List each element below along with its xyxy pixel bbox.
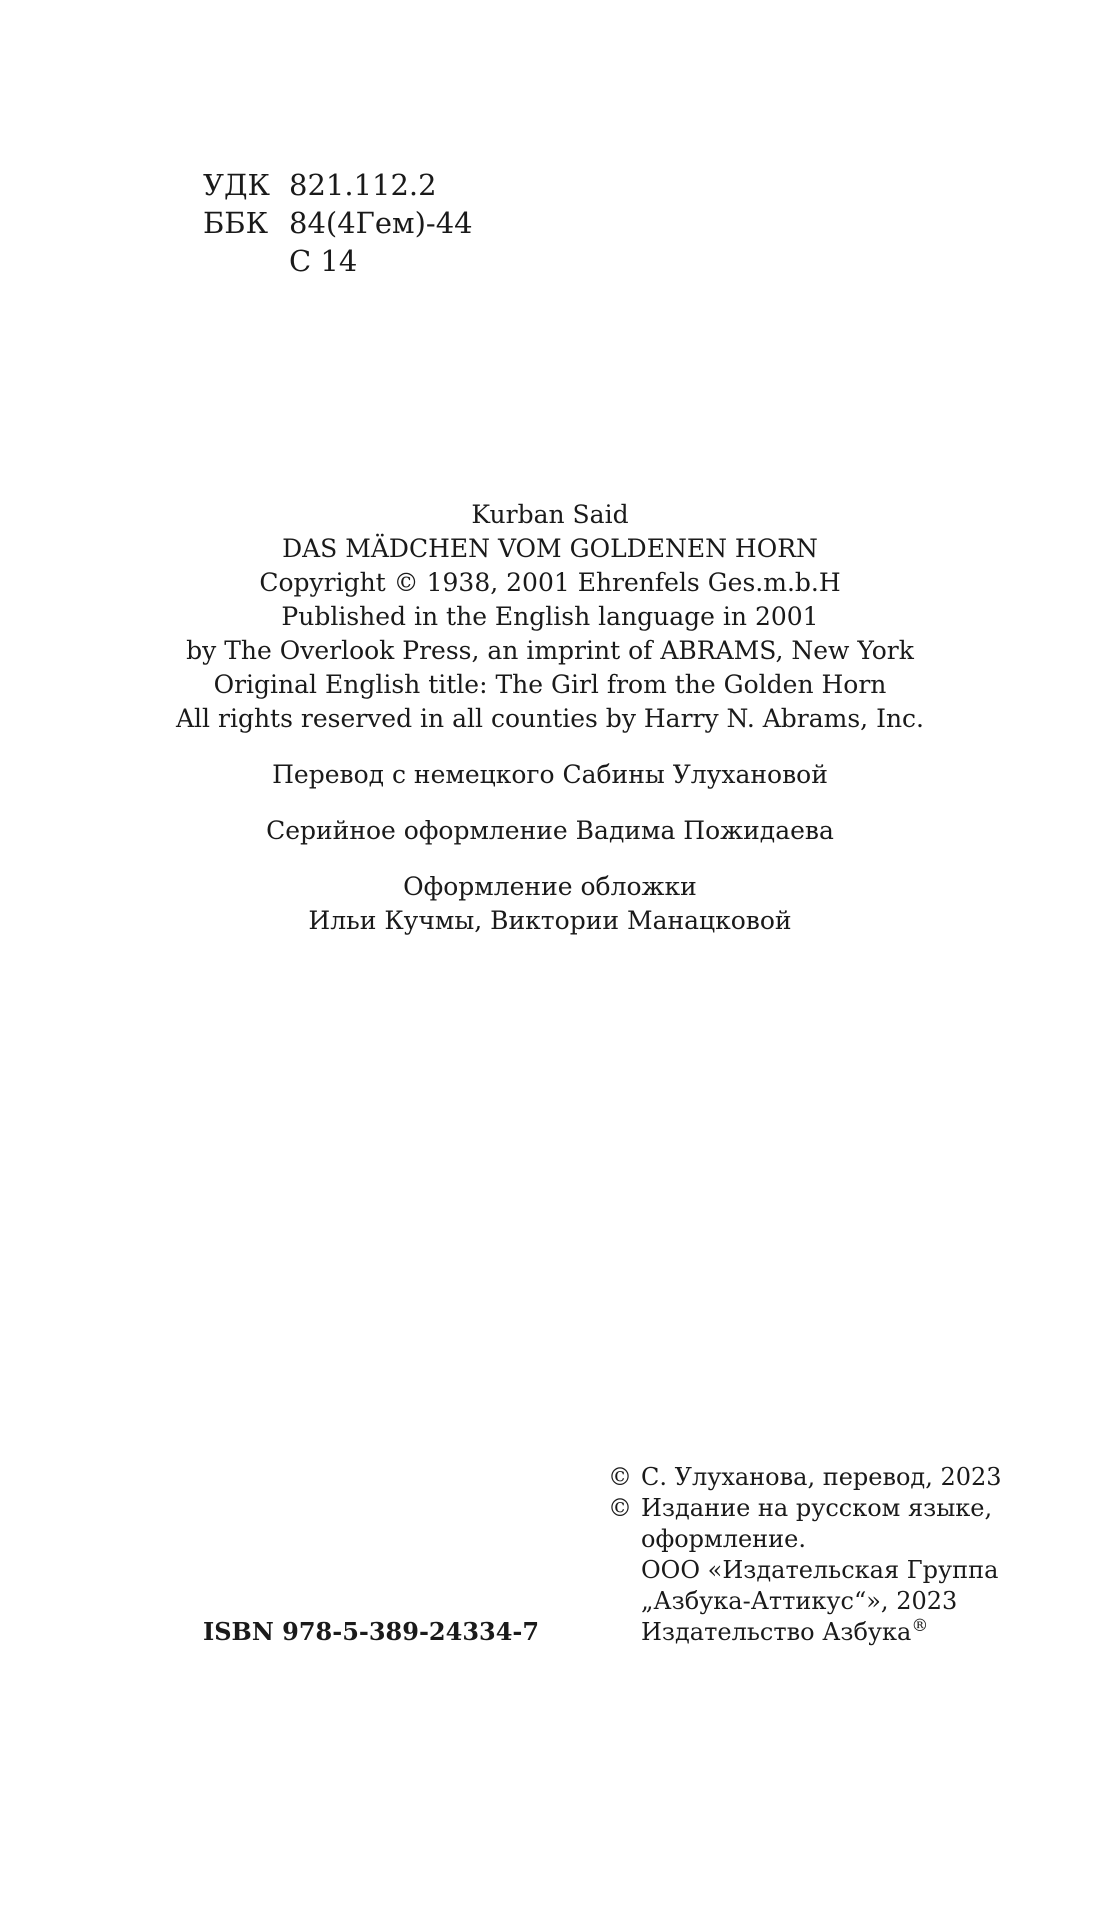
copyright-mark: © <box>608 1463 632 1491</box>
bbk-label: ББК <box>203 206 269 240</box>
credits-block <box>0 498 1100 938</box>
translation-copyright <box>608 1462 1002 1493</box>
series-design-credit: Серийное оформление Вадима Пожидаева <box>266 816 834 845</box>
author-name: Kurban Said <box>471 500 629 529</box>
edition-copyright <box>608 1493 1002 1524</box>
translator-credit: Перевод с немецкого Сабины Улухановой <box>272 760 828 789</box>
cover-design-names: Ильи Кучмы, Виктории Манацковой <box>308 906 792 935</box>
english-title-note: Original English title: The Girl from the Golden Horn <box>213 670 887 699</box>
publisher-name: Издательство Азбука <box>641 1618 912 1646</box>
edition-copyright-line-3: ООО «Издательская Группа <box>641 1556 999 1584</box>
edition-copyright-line-5 <box>608 1617 1002 1648</box>
publisher-note: by The Overlook Press, an imprint of ABRAMS, New York <box>186 636 914 665</box>
edition-copyright-line-1: Издание на русском языке, <box>641 1494 993 1522</box>
rights-note: All rights reserved in all counties by Harry N. Abrams, Inc. <box>176 704 924 733</box>
bbk-row <box>203 204 473 242</box>
author-mark-row <box>203 242 473 280</box>
copyright-mark: © <box>608 1494 632 1522</box>
cover-design-label: Оформление обложки <box>403 872 697 901</box>
original-title: DAS MÄDCHEN VOM GOLDENEN HORN <box>282 534 818 563</box>
isbn: ISBN 978-5-389-24334-7 <box>203 1617 540 1646</box>
udk-value: 821.112.2 <box>289 168 437 202</box>
registered-mark: ® <box>911 1616 929 1636</box>
copyright-notice: Copyright © 1938, 2001 Ehrenfels Ges.m.b.H <box>259 568 841 597</box>
author-mark: С 14 <box>289 244 358 278</box>
classification-codes <box>203 166 473 280</box>
bbk-value: 84(4Гем)-44 <box>289 206 473 240</box>
translation-copyright-text: С. Улуханова, перевод, 2023 <box>641 1463 1002 1491</box>
edition-copyright-line-4: „Азбука-Аттикус“», 2023 <box>641 1587 958 1615</box>
udk-row <box>203 166 473 204</box>
udk-label: УДК <box>203 168 270 202</box>
edition-copyright-line-2: оформление. <box>641 1525 806 1553</box>
copyright-block <box>608 1462 1002 1648</box>
publication-note: Published in the English language in 2001 <box>281 602 819 631</box>
